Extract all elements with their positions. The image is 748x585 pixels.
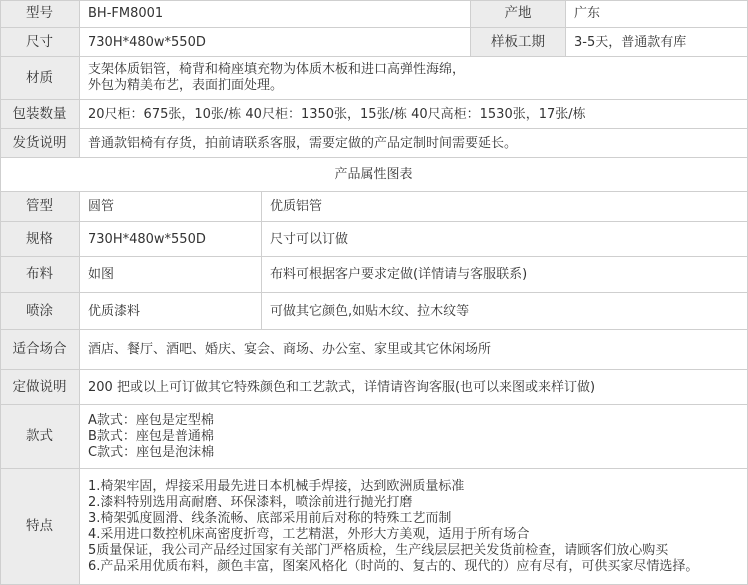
sample-value: 3-5天，普通款有库: [566, 28, 748, 57]
style-line-b: B款式：座包是普通棉: [88, 428, 214, 444]
features-label: 特点: [0, 469, 80, 585]
pipe-type-label: 管型: [0, 192, 80, 222]
origin-label: 产地: [471, 0, 566, 28]
delivery-value: 普通款铝椅有存货，拍前请联系客服，需要定做的产品定制时间需要延长。: [80, 129, 748, 158]
model-value: BH-FM8001: [80, 0, 471, 28]
delivery-label: 发货说明: [0, 129, 80, 158]
fabric-note: 布料可根据客户要求定做(详情请与客服联系): [262, 257, 748, 293]
packing-label: 包装数量: [0, 100, 80, 129]
feature-line: 5质量保证，我公司产品经过国家有关部门严格质检，生产线层层把关发货前检查，请顾客们放心购买: [88, 542, 669, 558]
custom-value: 200 把或以上可订做其它特殊颜色和工艺款式，详情请咨询客服(也可以来图或来样订做): [80, 370, 748, 405]
material-label: 材质: [0, 57, 80, 100]
venue-label: 适合场合: [0, 330, 80, 370]
feature-line: 4.采用进口数控机床高密度折弯，工艺精湛，外形大方美观，适用于所有场合: [88, 526, 530, 542]
spec-value: 730H*480w*550D: [80, 222, 262, 257]
model-label: 型号: [0, 0, 80, 28]
fabric-label: 布料: [0, 257, 80, 293]
packing-value: 20尺柜：675张，10张/栋 40尺柜：1350张，15张/栋 40尺高柜：1530张，17张/栋: [80, 100, 748, 129]
material-line: 支架体质铝管，椅背和椅座填充物为体质木板和进口高弹性海绵，: [88, 62, 466, 77]
custom-label: 定做说明: [0, 370, 80, 405]
coating-value: 优质漆料: [80, 293, 262, 330]
spec-label: 规格: [0, 222, 80, 257]
pipe-type-value: 圆管: [80, 192, 262, 222]
size-label: 尺寸: [0, 28, 80, 57]
styles-label: 款式: [0, 405, 80, 469]
material-value: [80, 57, 748, 100]
features-value: [80, 469, 748, 585]
venue-value: 酒店、餐厅、酒吧、婚庆、宴会、商场、办公室、家里或其它休闲场所: [80, 330, 748, 370]
pipe-type-note: 优质铝管: [262, 192, 748, 222]
feature-line: 1.椅架牢固，焊接采用最先进日本机械手焊接，达到欧洲质量标准: [88, 478, 465, 494]
feature-line: 2.漆料特别选用高耐磨、环保漆料，喷涂前进行抛光打磨: [88, 494, 413, 510]
sample-label: 样板工期: [471, 28, 566, 57]
style-line-c: C款式：座包是泡沫棉: [88, 444, 215, 460]
material-line: 外包为精美布艺，表面扪面处理。: [88, 78, 284, 93]
spec-note: 尺寸可以订做: [262, 222, 748, 257]
fabric-value: 如图: [80, 257, 262, 293]
style-line-a: A款式：座包是定型棉: [88, 412, 214, 428]
feature-line: 3.椅架弧度圆滑、线条流畅、底部采用前后对称的特殊工艺而制: [88, 510, 452, 526]
coating-note: 可做其它颜色,如贴木纹、拉木纹等: [262, 293, 748, 330]
origin-value: 广东: [566, 0, 748, 28]
feature-line: 6.产品采用优质布料，颜色丰富，图案风格化（时尚的、复古的、现代的）应有尽有，可供买家尽情选择。: [88, 558, 699, 574]
attribute-chart-title: 产品属性图表: [0, 158, 748, 192]
size-value: 730H*480w*550D: [80, 28, 471, 57]
styles-value: [80, 405, 748, 469]
coating-label: 喷涂: [0, 293, 80, 330]
